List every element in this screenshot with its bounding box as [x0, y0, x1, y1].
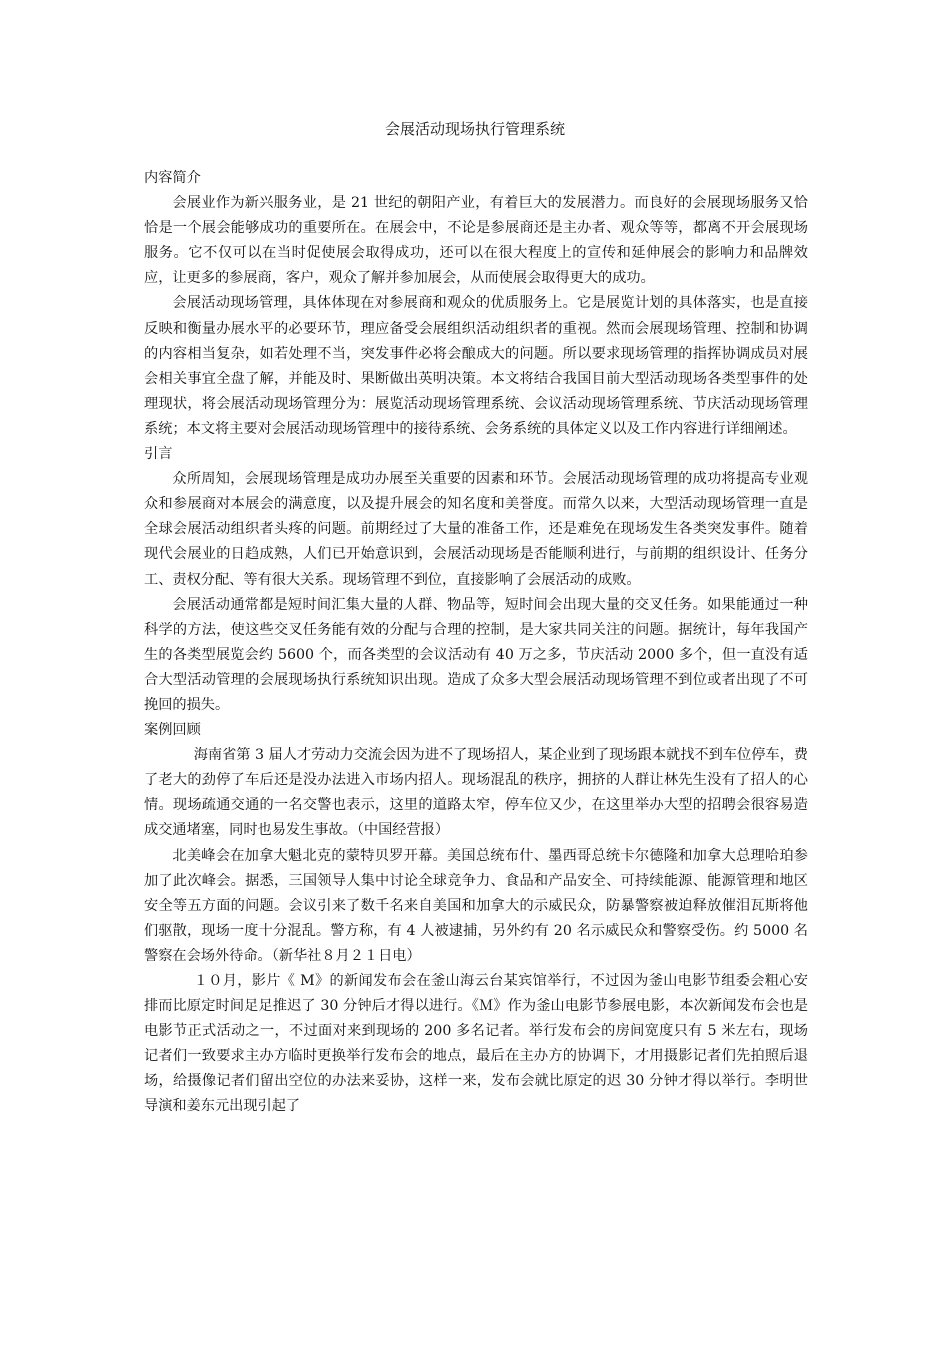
- intro-paragraph-2: 会展活动现场管理，具体体现在对参展商和观众的优质服务上。它是展览计划的具体落实，也是直接反映和衡量办展水平的必要环节，理应备受会展组织活动组织者的重视。然而会展现场管理、控制和协调的内容相当复杂，如若处理不当，突发事件必将会酿成大的问题。所以要求现场管理的指挥协调成员对展会相关事宜全盘了解，并能及时、果断做出英明决策。本文将结合我国目前大型活动现场各类型事件的处理现状，将会展活动现场管理分为：展览活动现场管理系统、会议活动现场管理系统、节庆活动现场管理系统；本文将主要对会展活动现场管理中的接待系统、会务系统的具体定义以及工作内容进行详细阐述。: [144, 295, 808, 437]
- section-heading-cases: 案例回顾: [144, 722, 201, 739]
- case-paragraph-1: 海南省第 3 届人才劳动力交流会因为进不了现场招人，某企业到了现场跟本就找不到车位停车，费了老大的劲停了车后还是没办法进入市场内招人。现场混乱的秩序，拥挤的人群让林先生没有了招人的心情。现场疏通交通的一名交警也表示，这里的道路太窄，停车位又少，在这里举办大型的招聘会很容易造成交通堵塞，同时也易发生事故。（中国经营报）: [144, 747, 808, 839]
- section-heading-preface: 引言: [144, 446, 173, 463]
- intro-paragraph-1: 会展业作为新兴服务业，是 21 世纪的朝阳产业，有着巨大的发展潜力。而良好的会展现场服务又恰恰是一个展会能够成功的重要所在。在展会中，不论是参展商还是主办者、观众等等，都离不开会展现场服务。它不仅可以在当时促使展会取得成功，还可以在很大程度上的宣传和延伸展会的影响力和品牌效应，让更多的参展商，客户，观众了解并参加展会，从而使展会取得更大的成功。: [144, 195, 808, 287]
- document-title: 会展活动现场执行管理系统: [384, 120, 565, 138]
- document-body: [144, 166, 808, 1120]
- case-paragraph-2: 北美峰会在加拿大魁北克的蒙特贝罗开幕。美国总统布什、墨西哥总统卡尔德隆和加拿大总理哈珀参加了此次峰会。据悉，三国领导人集中讨论全球竞争力、食品和产品安全、可持续能源、能源管理和地区安全等五方面的问题。会议引来了数千名来自美国和加拿大的示威民众，防暴警察被迫释放催泪瓦斯将他们驱散，现场一度十分混乱。警方称，有 4 人被逮捕，另外约有 20 名示威民众和警察受伤。约 5000 名警察在会场外待命。（新华社８月２１日电）: [144, 847, 808, 964]
- section-heading-intro: 内容简介: [144, 170, 201, 186]
- case-paragraph-3: １０月，影片《 M》的新闻发布会在釜山海云台某宾馆举行，不过因为釜山电影节组委会粗心安排而比原定时间足足推迟了 30 分钟后才得以进行。《Ｍ》作为釜山电影节参展电影，本次新闻发布会也是电影节正式活动之一，不过面对来到现场的 200 多名记者。举行发布会的房间宽度只有 5 米左右，现场记者们一致要求主办方临时更换举行发布会的地点，最后在主办方的协调下，才用摄影记者们先拍照后退场，给摄像记者们留出空位的办法来妥协，这样一来，发布会就比原定的迟 30 分钟才得以举行。李明世导演和姜东元出现引起了: [144, 973, 808, 1115]
- preface-paragraph-2: 会展活动通常都是短时间汇集大量的人群、物品等，短时间会出现大量的交叉任务。如果能通过一种科学的方法，使这些交叉任务能有效的分配与合理的控制，是大家共同关注的问题。据统计，每年我国产生的各类型展览会约 5600 个，而各类型的会议活动有 40 万之多，节庆活动 2000 多个，但一直没有适合大型活动管理的会展现场执行系统知识出现。造成了众多大型会展活动现场管理不到位或者出现了不可挽回的损失。: [144, 596, 808, 713]
- preface-paragraph-1: 众所周知，会展现场管理是成功办展至关重要的因素和环节。会展活动现场管理的成功将提高专业观众和参展商对本展会的满意度，以及提升展会的知名度和美誉度。而常久以来，大型活动现场管理一直是全球会展活动组织者头疼的问题。前期经过了大量的准备工作，还是难免在现场发生各类突发事件。随着现代会展业的日趋成熟，人们已开始意识到，会展活动现场是否能顺利进行，与前期的组织设计、任务分工、责权分配、等有很大关系。现场管理不到位，直接影响了会展活动的成败。: [144, 471, 808, 588]
